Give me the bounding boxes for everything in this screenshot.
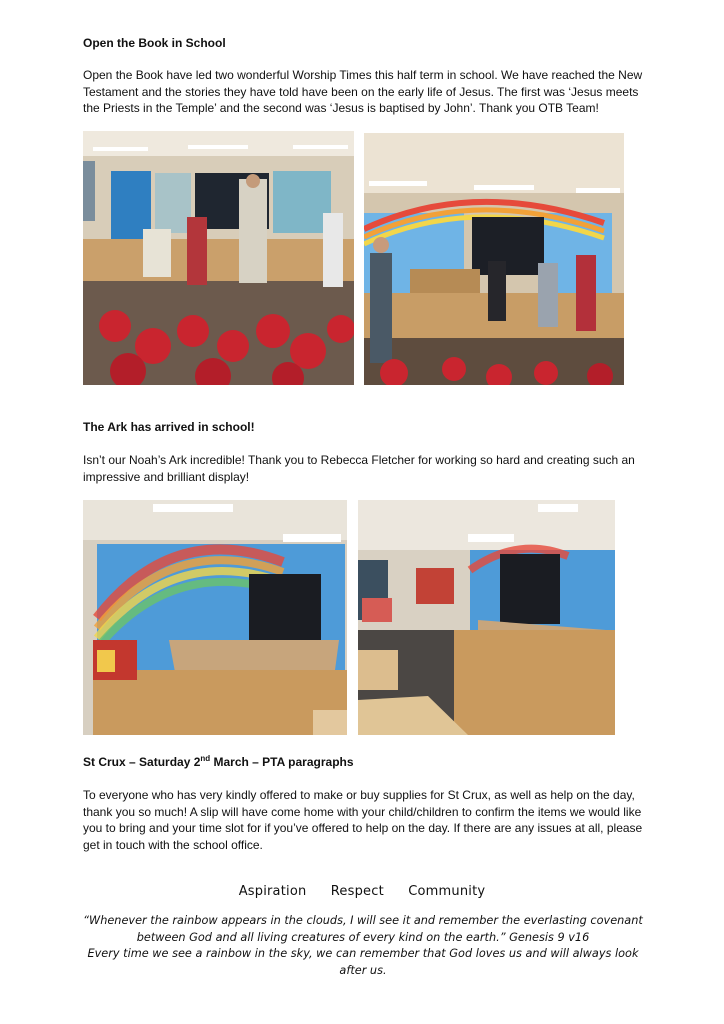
value-aspiration: Aspiration bbox=[238, 884, 307, 899]
section-heading-open-the-book: Open the Book in School bbox=[83, 36, 226, 50]
section-heading-ark: The Ark has arrived in school! bbox=[83, 420, 255, 434]
section-paragraph-ark: Isn’t our Noah’s Ark incredible! Thank you to Rebecca Fletcher for working so hard and creating such an impressive and brilliant display! bbox=[83, 453, 635, 484]
value-community: Community bbox=[408, 884, 486, 899]
section-paragraph-st-crux: To everyone who has very kindly offered to make or buy supplies for St Crux, as well as help on the day, thank you so much! A slip will have come home with your child/children to confirm the items we would like you to bring and your time slot for if you’ve offered to help on the day. If there are any issues at all, please get in touch with the school office. bbox=[83, 788, 643, 852]
section-heading-st-crux: St Crux – Saturday 2nd March – PTA paragraphs bbox=[83, 754, 354, 769]
photo-otb-assembly-2 bbox=[364, 133, 624, 385]
section-paragraph-open-the-book: Open the Book have led two wonderful Worship Times this half term in school. We have reached the New Testament and the stories they have told have been on the early life of Jesus. The first was ‘Jesus meets the Priests in the Temple’ and the second was ‘Jesus is baptised by John’. Thank you OTB Team! bbox=[83, 68, 643, 115]
school-values bbox=[0, 884, 724, 899]
value-respect: Respect bbox=[330, 884, 384, 899]
photo-otb-assembly-1 bbox=[83, 131, 354, 385]
photo-ark-display-1 bbox=[83, 500, 347, 735]
photo-ark-display-2 bbox=[358, 500, 615, 735]
bible-quote bbox=[80, 913, 646, 979]
quote-reflection: Every time we see a rainbow in the sky, we can remember that God loves us and will always look after us. bbox=[87, 947, 639, 977]
quote-verse: “Whenever the rainbow appears in the clouds, I will see it and remember the everlasting covenant between God and all living creatures of every kind on the earth.” Genesis 9 v16 bbox=[83, 914, 643, 944]
